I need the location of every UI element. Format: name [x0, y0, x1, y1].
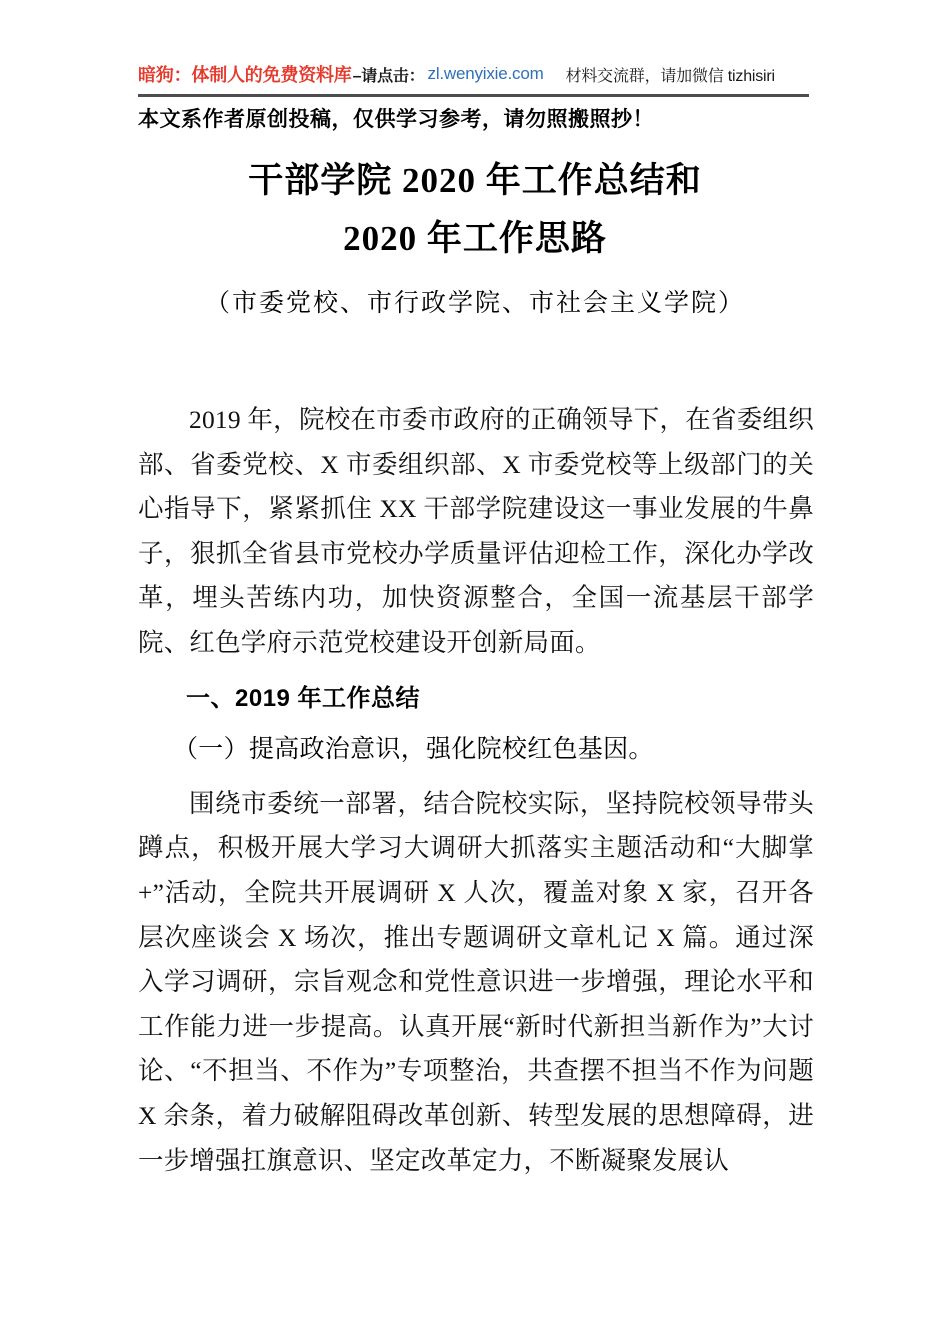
disclaimer-text: 本文系作者原创投稿，仅供学习参考，请勿照搬照抄！ — [138, 107, 654, 131]
document-title-line-2: 2020 年工作思路 — [343, 219, 607, 258]
promo-website-link[interactable]: zl.wenyixie.com — [427, 64, 544, 83]
promo-wechat-note: 材料交流群，请加微信 tizhisiri — [565, 67, 775, 85]
header-divider-rule — [138, 94, 809, 97]
subsection-heading-1: （一）提高政治意识，强化院校红色基因。 — [173, 736, 654, 764]
section-heading-1: 一、2019 年工作总结 — [186, 684, 421, 712]
promo-brand-text: 暗狗：体制人的免费资料库 — [138, 65, 352, 85]
document-body — [138, 398, 814, 1183]
document-title-line-1: 干部学院 2020 年工作总结和 — [248, 161, 702, 200]
body-paragraph-1: 2019 年，院校在市委市政府的正确领导下，在省委组织部、省委党校、X 市委组织部、X 市委党校等上级部门的关心指导下，紧紧抓住 XX 干部学院建设这一事业发展的牛鼻子，狠抓全省县市党校办学质量评估迎检工作，深化办学改革，埋头苦练内功，加快资源整合，全国一流基层干部学院、红色学府示范党校建设开创新局面。 — [138, 405, 814, 657]
promo-cta-text: –请点击： — [352, 67, 425, 85]
document-title — [0, 152, 950, 268]
promo-banner — [138, 58, 810, 90]
document-subtitle: （市委党校、市行政学院、市社会主义学院） — [204, 290, 745, 317]
body-paragraph-2: 围绕市委统一部署，结合院校实际，坚持院校领导带头蹲点，积极开展大学习大调研大抓落实主题活动和“大脚掌+”活动，全院共开展调研 X 人次，覆盖对象 X 家，召开各层次座谈会 X 场次，推出专题调研文章札记 X 篇。通过深入学习调研，宗旨观念和党性意识进一步增强，理论水平和工作能力进一步提高。认真开展“新时代新担当新作为”大讨论、“不担当、不作为”专项整治，共查摆不担当不作为问题 X 余条，着力破解阻碍改革创新、转型发展的思想障碍，进一步增强扛旗意识、坚定改革定力，不断凝聚发展认 — [138, 788, 814, 1175]
